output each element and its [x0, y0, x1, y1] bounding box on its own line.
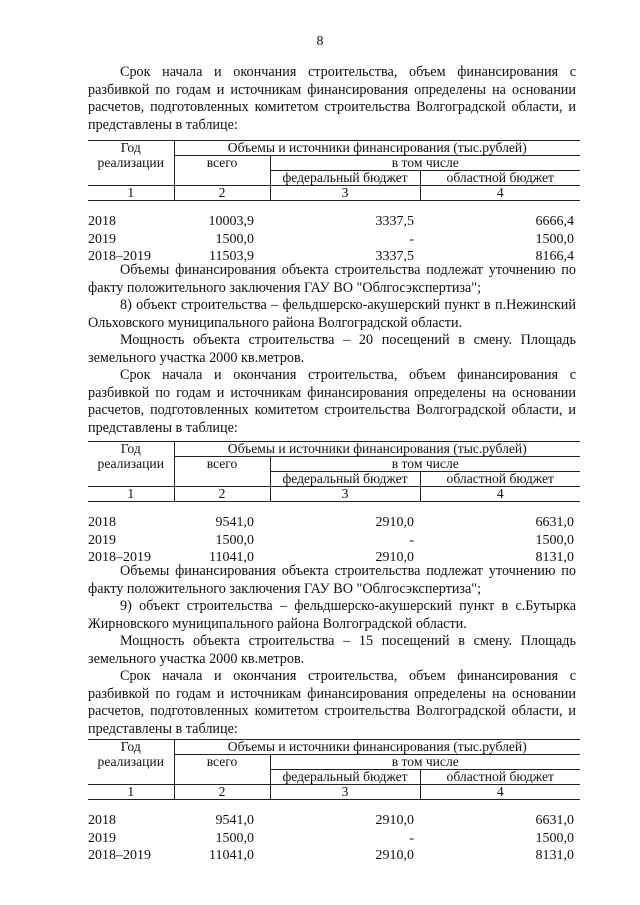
cell-total: 1500,0 [215, 830, 254, 846]
paragraph-note-1 [88, 262, 576, 297]
cell-total: 10003,9 [208, 214, 254, 229]
table-row [88, 214, 580, 232]
paragraph-text: Мощность объекта строительства – 20 посещений в смену. Площадь земельного участка 2000 кв.метров. [88, 332, 576, 366]
financing-table [88, 441, 580, 568]
header-num-1: 1 [88, 785, 174, 800]
table-body [88, 214, 580, 267]
financing-table [88, 140, 580, 267]
cell-total: 1500,0 [215, 532, 254, 548]
cell-regional: 1500,0 [535, 231, 574, 247]
financing-table [88, 739, 580, 866]
cell-federal: - [409, 532, 414, 548]
header-num-4: 4 [420, 186, 580, 201]
table-row [88, 232, 580, 250]
header-num-2: 2 [174, 186, 270, 201]
cell-regional: 8131,0 [535, 848, 574, 863]
table-body [88, 813, 580, 866]
cell-regional: 6666,4 [535, 214, 574, 229]
table-body [88, 515, 580, 568]
cell-year: 2018 [88, 813, 116, 828]
header-total: всего [174, 457, 270, 487]
paragraph-object-8 [88, 297, 576, 332]
paragraph-terms-3 [88, 668, 576, 738]
cell-federal: 2910,0 [375, 515, 414, 530]
header-incl: в том числе [270, 755, 580, 770]
header-num-1: 1 [88, 487, 174, 502]
cell-regional: 6631,0 [535, 813, 574, 828]
header-num-3: 3 [270, 785, 420, 800]
paragraph-text: Срок начала и окончания строительства, объем финансирования с разбивкой по годам и источникам финансирования определены на основании расчетов, подготовленных комитетом строительства Волгоградской области, и представлены в таблице: [88, 64, 576, 133]
table-row [88, 848, 580, 866]
header-num-4: 4 [420, 785, 580, 800]
table-row [88, 813, 580, 831]
header-year: Год [88, 442, 174, 457]
cell-federal: 3337,5 [375, 249, 414, 264]
header-federal: федеральный бюджет [270, 472, 420, 487]
header-incl: в том числе [270, 457, 580, 472]
cell-regional: 1500,0 [535, 532, 574, 548]
paragraph-text: Объемы финансирования объекта строительства подлежат уточнению по факту положительного заключения ГАУ ВО "Облгосэкспертиза"; [88, 563, 576, 597]
cell-regional: 6631,0 [535, 515, 574, 530]
paragraph-text: Объемы финансирования объекта строительства подлежат уточнению по факту положительного заключения ГАУ ВО "Облгосэкспертиза"; [88, 262, 576, 296]
cell-federal: 2910,0 [375, 550, 414, 565]
header-total: всего [174, 156, 270, 186]
paragraph-text: 8) объект строительства – фельдшерско-акушерский пункт в п.Нежинский Ольховского муниципального района Волгоградской области. [88, 297, 576, 331]
paragraph-text: 9) объект строительства – фельдшерско-акушерский пункт в с.Бутырка Жирновского муниципального района Волгоградской области. [88, 598, 576, 632]
header-federal: федеральный бюджет [270, 171, 420, 186]
paragraph-text: Срок начала и окончания строительства, объем финансирования с разбивкой по годам и источникам финансирования определены на основании расчетов, подготовленных комитетом строительства Волгоградской области, и представлены в таблице: [88, 668, 576, 737]
header-volume: Объемы и источники финансирования (тыс.рублей) [174, 740, 580, 755]
header-regional: областной бюджет [420, 770, 580, 785]
cell-total: 9541,0 [215, 813, 254, 828]
table-row [88, 533, 580, 551]
header-volume: Объемы и источники финансирования (тыс.рублей) [174, 141, 580, 156]
cell-federal: 3337,5 [375, 214, 414, 229]
cell-federal: 2910,0 [375, 813, 414, 828]
cell-year: 2019 [88, 231, 116, 247]
header-num-4: 4 [420, 487, 580, 502]
financing-table-header [88, 441, 580, 502]
cell-federal: - [409, 830, 414, 846]
cell-total: 1500,0 [215, 231, 254, 247]
header-num-2: 2 [174, 785, 270, 800]
cell-year: 2019 [88, 532, 116, 548]
paragraph-text: Срок начала и окончания строительства, объем финансирования с разбивкой по годам и источникам финансирования определены на основании расчетов, подготовленных комитетом строительства Волгоградской области, и представлены в таблице: [88, 367, 576, 436]
header-num-2: 2 [174, 487, 270, 502]
page-number: 8 [316, 34, 324, 49]
cell-total: 11041,0 [209, 848, 254, 863]
cell-year: 2018–2019 [88, 550, 151, 565]
paragraph-terms-2 [88, 367, 576, 437]
cell-regional: 8166,4 [535, 249, 574, 264]
header-year-2: реализации [97, 455, 164, 471]
header-year-2: реализации [97, 154, 164, 170]
header-federal: федеральный бюджет [270, 770, 420, 785]
header-year: Год [88, 740, 174, 755]
cell-total: 11503,9 [209, 249, 254, 264]
header-incl: в том числе [270, 156, 580, 171]
table-row [88, 515, 580, 533]
cell-year: 2019 [88, 830, 116, 846]
cell-year: 2018–2019 [88, 848, 151, 863]
paragraph-capacity-1 [88, 332, 576, 367]
header-volume: Объемы и источники финансирования (тыс.рублей) [174, 442, 580, 457]
cell-total: 11041,0 [209, 550, 254, 565]
paragraph-capacity-2 [88, 633, 576, 668]
header-year: Год [88, 141, 174, 156]
table-row [88, 831, 580, 849]
paragraph-note-2 [88, 563, 576, 598]
paragraph-terms-1 [88, 64, 576, 134]
header-num-1: 1 [88, 186, 174, 201]
cell-total: 9541,0 [215, 515, 254, 530]
header-num-3: 3 [270, 186, 420, 201]
cell-year: 2018 [88, 214, 116, 229]
financing-table-header [88, 739, 580, 800]
cell-year: 2018 [88, 515, 116, 530]
cell-regional: 8131,0 [535, 550, 574, 565]
paragraph-object-9 [88, 598, 576, 633]
header-regional: областной бюджет [420, 472, 580, 487]
header-total: всего [174, 755, 270, 785]
header-regional: областной бюджет [420, 171, 580, 186]
header-year-2: реализации [97, 753, 164, 769]
cell-federal: 2910,0 [375, 848, 414, 863]
header-num-3: 3 [270, 487, 420, 502]
cell-regional: 1500,0 [535, 830, 574, 846]
cell-federal: - [409, 231, 414, 247]
paragraph-text: Мощность объекта строительства – 15 посещений в смену. Площадь земельного участка 2000 кв.метров. [88, 633, 576, 667]
financing-table-header [88, 140, 580, 201]
cell-year: 2018–2019 [88, 249, 151, 264]
